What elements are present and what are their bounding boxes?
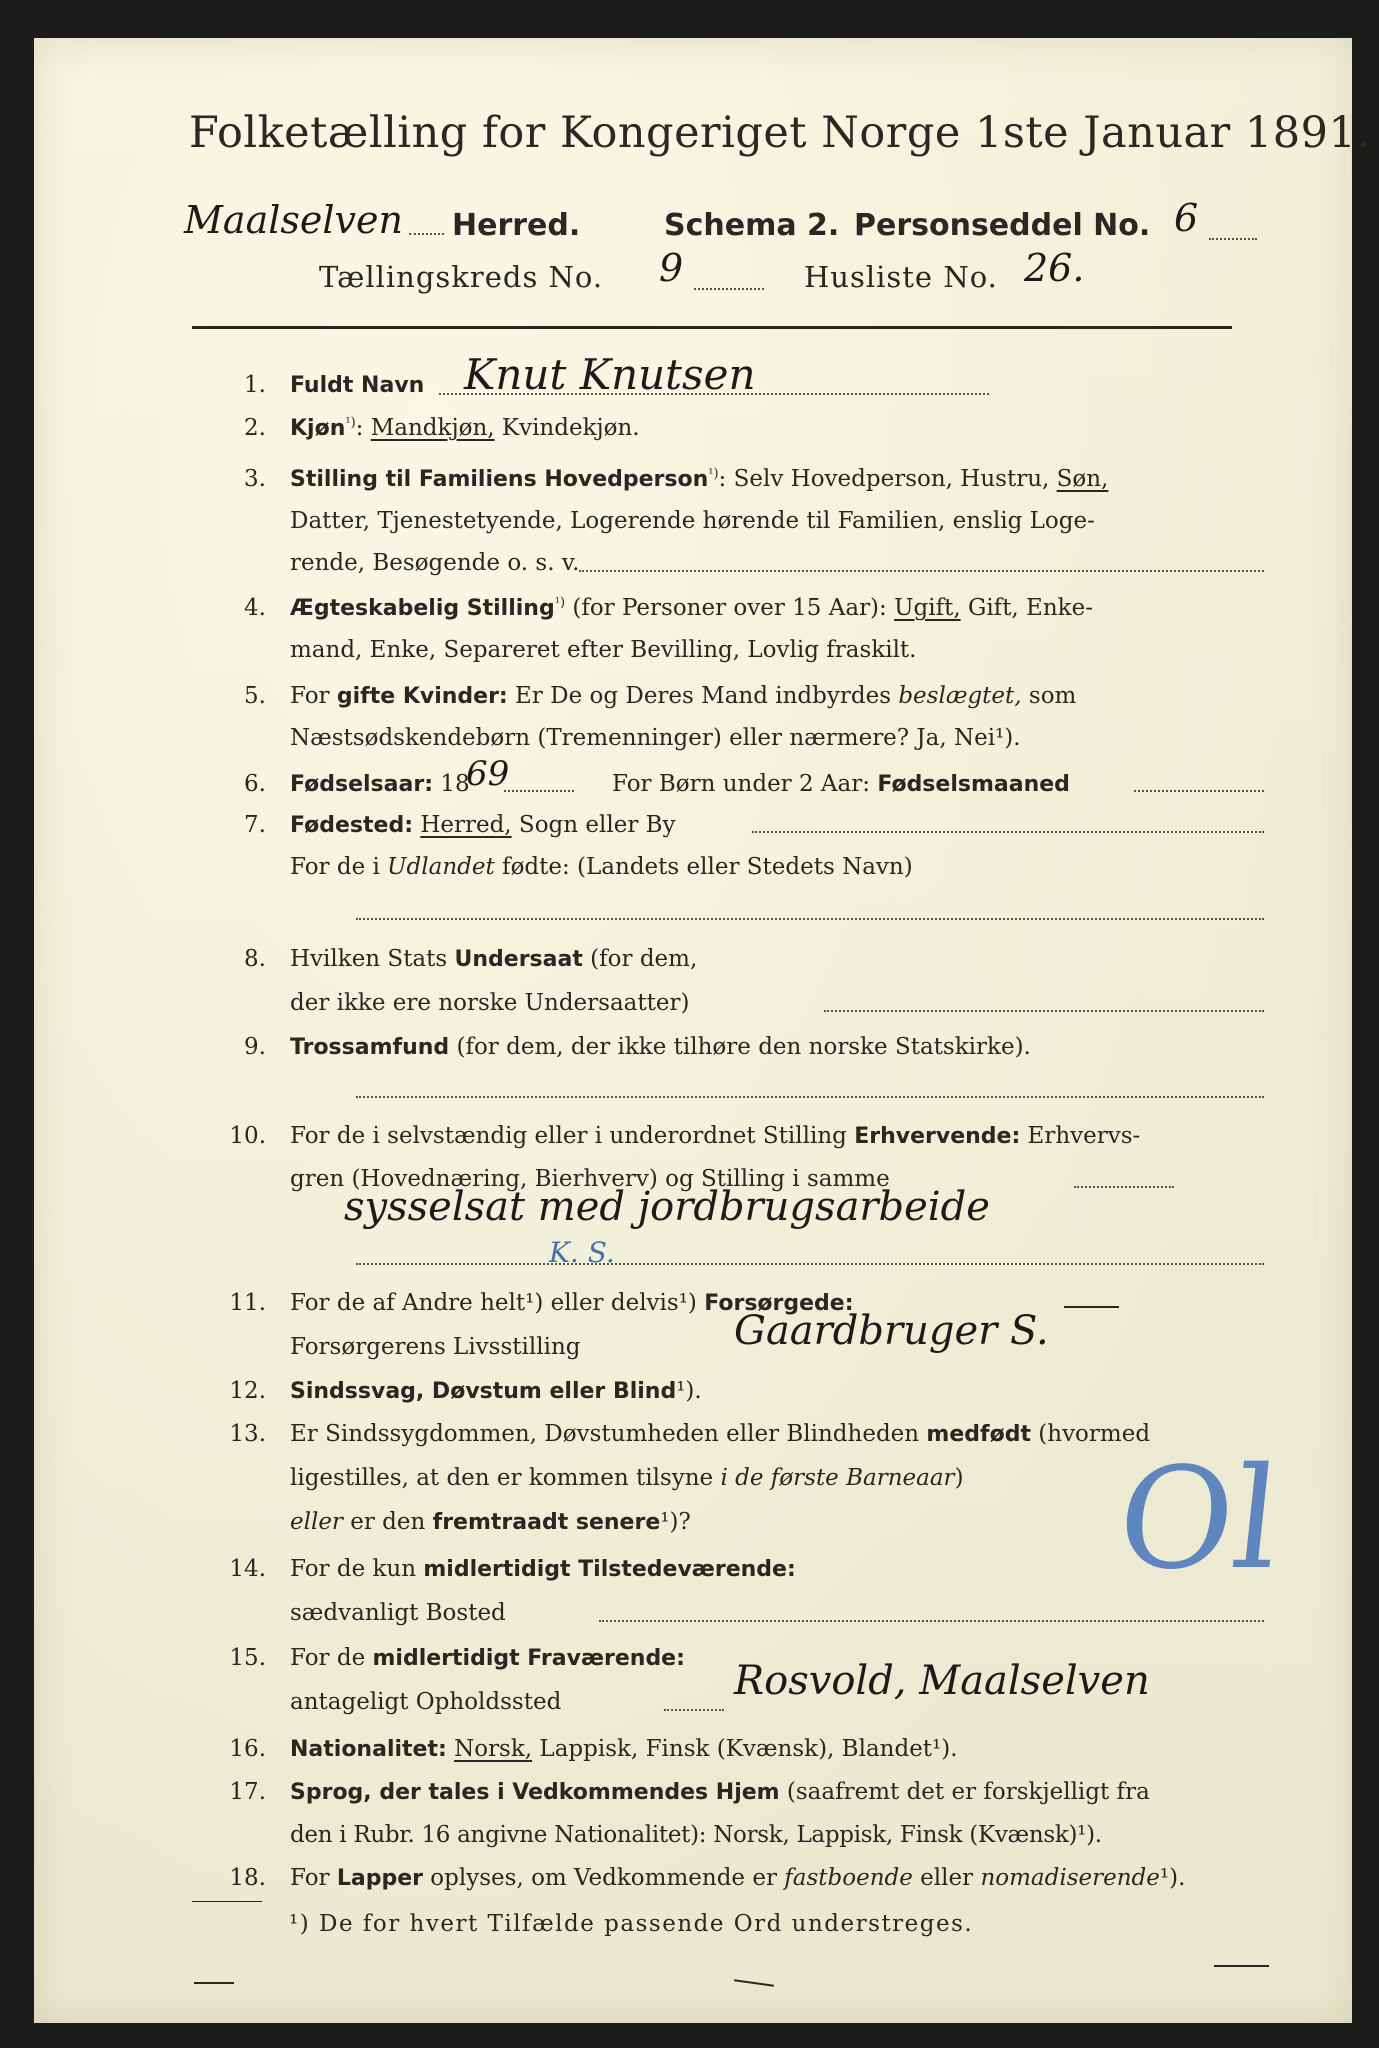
text: Hvilken Stats [290,946,455,972]
nationality-line [290,1736,958,1762]
kreds-label: Tællingskreds No. [319,260,604,294]
footnote-ref: ¹) [708,466,719,482]
text: For de kun [290,1556,424,1582]
row-number: 2. [244,415,266,441]
birth-month-label: Fødselsmaaned [877,772,1070,797]
row-number: 11. [229,1290,266,1316]
dotted-line [1074,1186,1174,1188]
sex-line [290,415,640,441]
dotted-line [1134,790,1264,792]
lapps-line [290,1865,1185,1891]
relation-options: : Selv Hovedperson, Hustru, [718,466,1057,492]
religion-line [290,1034,1031,1060]
row-number: 18. [229,1865,266,1891]
row-number: 7. [244,812,266,838]
footnote-rule [192,1901,262,1902]
language-label: Sprog, der tales i Vedkommendes Hjem [290,1780,780,1805]
herred-label: Herred. [452,208,581,243]
citizenship-line-2: der ikke ere norske Undersaatter) [290,990,690,1016]
citizenship-line-1 [290,946,697,972]
congenital-line-2 [290,1465,964,1491]
clerk-initials: K. S. [549,1236,615,1269]
header-rule [192,326,1232,329]
birthplace-label: Fødested: [290,813,413,838]
marital-selected: Ugift, [894,595,961,621]
text: er den [342,1509,433,1535]
text: oplyses, om Vedkommende er [423,1865,785,1891]
birth-year-label: Fødselsaar: [290,772,433,797]
temporary-present-line-2: sædvanligt Bosted [290,1600,506,1626]
row-number: 14. [229,1556,266,1582]
text: For Børn under 2 Aar: [612,771,878,797]
birth-month-line [612,771,1070,797]
congenital-line-3 [290,1509,691,1535]
text: eller [912,1865,981,1891]
pen-stroke [1214,1965,1269,1967]
handwritten-dash [1064,1306,1119,1308]
text: (for dem, [582,946,698,972]
name-label: Fuldt Navn [290,373,425,398]
birthplace-line-1 [290,812,676,838]
row-number: 6. [244,771,266,797]
sex-label: Kjøn [290,416,346,441]
personseddel-value: 6 [1174,196,1199,240]
text: For de i [290,854,388,880]
row-number: 9. [244,1034,266,1060]
disability-label: Sindssvag, Døvstum eller Blind [290,1379,677,1404]
temporary-present-line-1 [290,1556,796,1582]
text: eller [290,1509,343,1535]
dotted-line [356,1263,1264,1265]
husliste-label: Husliste No. [804,260,998,294]
row-number: 15. [229,1645,266,1671]
marital-text: (for Personer over 15 Aar): [565,595,895,621]
row-number: 16. [229,1736,266,1762]
text: For de i selvstændig eller i underordnet Stilling [290,1123,855,1149]
text: fastboende [784,1865,913,1891]
disability-line [290,1378,702,1404]
supported-label: Forsørgede: [704,1291,854,1316]
temporary-absent-line-1 [290,1645,685,1671]
text: ¹). [1159,1865,1186,1891]
row-number: 12. [229,1378,266,1404]
blue-pencil-mark: Ol [1110,1438,1288,1601]
pen-stroke [194,1982,234,1984]
text: nomadiserende [980,1865,1160,1891]
name-value: Knut Knutsen [464,350,756,399]
occupation-label: Erhvervende: [854,1124,1021,1149]
provider-occupation-value: Gaardbruger S. [734,1308,1049,1354]
occupation-line-2: gren (Hovednæring, Bierhverv) og Stilling i samme [290,1166,890,1192]
dotted-line [409,233,444,235]
language-line-2: den i Rubr. 16 angivne Nationalitet): Norsk, Lappisk, Finsk (Kvænsk)¹). [290,1822,1102,1848]
occupation-value: sysselsat med jordbrugsarbeide [344,1184,990,1230]
footnote: ¹) De for hvert Tilfælde passende Ord understreges. [289,1911,974,1937]
birthplace-selected: Herred, [420,812,512,838]
birth-year-prefix: 18 [433,771,470,797]
row-number: 17. [229,1779,266,1805]
lapps-label: Lapper [336,1866,423,1891]
marital-line-1 [290,595,1093,621]
sex-selected: Mandkjøn, [370,415,495,441]
supported-line-2: Forsørgerens Livsstilling [290,1334,581,1360]
row-number: 8. [244,946,266,972]
relation-line-3: rende, Besøgende o. s. v. [290,550,580,576]
text: ligestilles, at den er kommen tilsyne [290,1465,721,1491]
marital-line-2: mand, Enke, Separeret efter Bevilling, Lovlig fraskilt. [290,637,917,663]
text: fødte: (Landets eller Stedets Navn) [494,854,913,880]
sex-option: Kvindekjøn. [501,415,640,441]
kreds-value: 9 [659,246,684,290]
form-title: Folketælling for Kongeriget Norge 1ste Januar 1891. [189,108,1371,158]
text: ¹)? [660,1509,691,1535]
husliste-value: 26. [1024,246,1085,290]
row-number: 1. [244,372,266,398]
text: ) [954,1465,964,1491]
married-women-line-2: Næstsødskendebørn (Tremenninger) eller nærmere? Ja, Nei¹). [290,725,1021,751]
text: For de [290,1645,373,1671]
row-number: 5. [244,683,266,709]
text: For [290,683,337,709]
relation-selected: Søn, [1056,466,1109,492]
text: Udlandet [387,854,495,880]
personseddel-label: Personseddel No. [854,208,1151,243]
nationality-options: Lappisk, Finsk (Kvænsk), Blandet¹). [532,1736,958,1762]
relation-line-1 [290,466,1108,492]
schema-label: Schema 2. [664,208,840,243]
text: Er De og Deres Mand indbyrdes [507,683,899,709]
temporary-absent-label: midlertidigt Fraværende: [372,1646,685,1671]
nationality-label: Nationalitet: [290,1737,447,1762]
dotted-line [752,831,1264,833]
row-number: 13. [229,1421,266,1447]
text: For [290,1865,337,1891]
congenital-label: medfødt [926,1422,1031,1447]
religion-label: Trossamfund [290,1035,450,1060]
marital-options: Gift, Enke- [960,595,1093,621]
relation-line-2: Datter, Tjenestetyende, Logerende hørende til Familien, enslig Loge- [290,508,1095,534]
dotted-line [439,393,989,395]
text: (for dem, der ikke tilhøre den norske Statskirke). [449,1034,1031,1060]
dotted-line [664,1709,724,1711]
congenital-line-1 [290,1421,1150,1447]
text: For de af Andre helt¹) eller delvis¹) [290,1290,705,1316]
text: Erhvervs- [1020,1123,1141,1149]
birth-year-line [290,771,470,797]
footnote-ref: ¹) [345,415,356,431]
temporary-present-label: midlertidigt Tilstedeværende: [423,1557,796,1582]
text: i de første Barneaar [720,1465,955,1491]
row-number: 10. [229,1123,266,1149]
dotted-line [504,790,574,792]
dotted-line [1209,238,1257,240]
dotted-line [694,288,764,290]
footnote-ref: ¹). [676,1378,702,1404]
pen-stroke [734,1979,774,1987]
dotted-line [579,570,1264,572]
dotted-line [356,918,1264,920]
herred-value: Maalselven [184,198,403,242]
colon: : [355,415,364,441]
nationality-selected: Norsk, [454,1736,533,1762]
text: beslægtet, [898,683,1022,709]
temporary-absent-line-2: antageligt Opholdssted [290,1689,562,1715]
text: Er Sindssygdommen, Døvstumheden eller Blindheden [290,1421,927,1447]
dotted-line [824,1010,1264,1012]
acquired-label: fremtraadt senere [432,1510,661,1535]
text: som [1021,683,1077,709]
relation-label: Stilling til Familiens Hovedperson [290,467,709,492]
birthplace-line-2 [290,854,913,880]
dotted-line [356,1096,1264,1098]
married-women-label: gifte Kvinder: [336,684,508,709]
occupation-line-1 [290,1123,1140,1149]
citizenship-label: Undersaat [454,947,583,972]
marital-label: Ægteskabelig Stilling [290,596,555,621]
footnote-ref: ¹) [554,595,566,611]
birth-year-value: 69 [466,754,510,794]
row-number: 4. [244,595,266,621]
row-number: 3. [244,466,266,492]
census-form [34,38,1371,2023]
text: (saafremt det er forskjelligt fra [779,1779,1150,1805]
married-women-line-1 [290,683,1076,709]
text: (hvormed [1030,1421,1151,1447]
dotted-line [599,1620,1264,1622]
text: Sogn eller By [511,812,676,838]
residence-value: Rosvold, Maalselven [734,1658,1150,1704]
language-line-1 [290,1779,1150,1805]
